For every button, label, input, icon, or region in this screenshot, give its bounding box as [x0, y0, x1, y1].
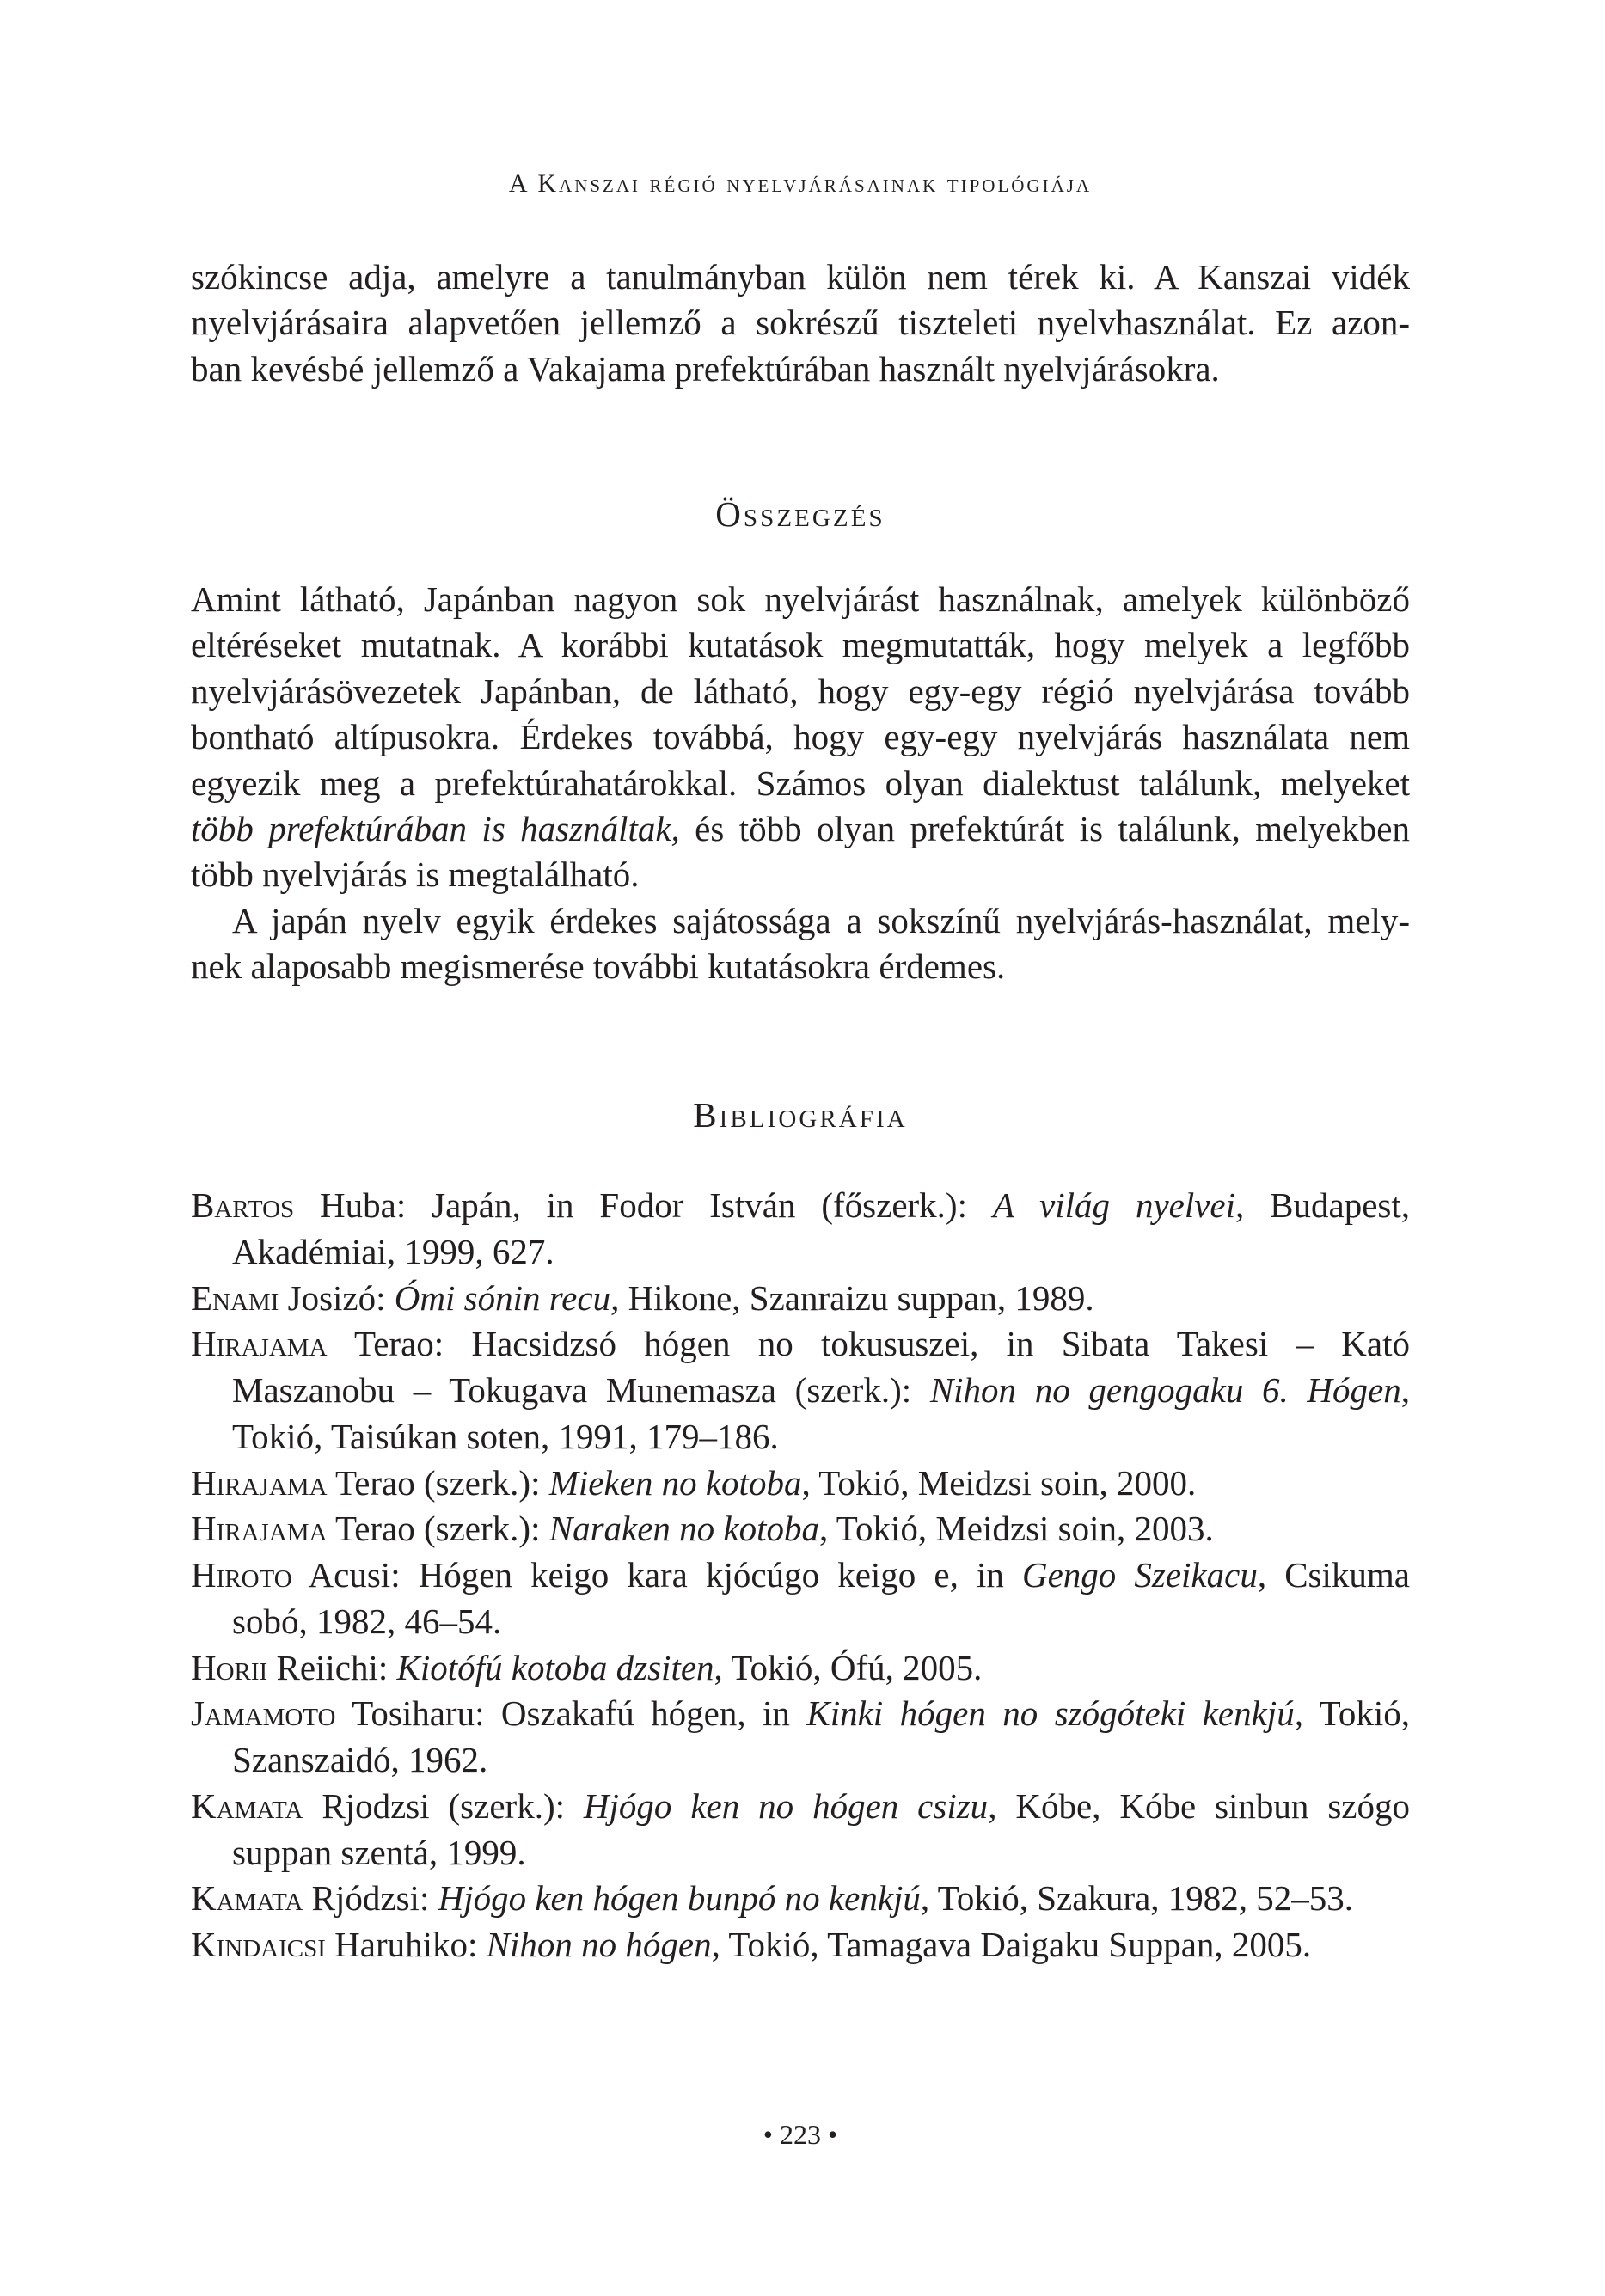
work-title: Nihon no gengogaku 6. Hógen — [929, 1370, 1401, 1410]
entry-line — [191, 1229, 1410, 1276]
entry-line — [191, 1830, 1410, 1877]
entry-line — [191, 1183, 1410, 1229]
author-surname: Horii — [191, 1647, 268, 1687]
text-run: suppan szentá, 1999. — [232, 1832, 526, 1872]
author-surname: Kamata — [191, 1878, 303, 1919]
text-run: Tokió, Taisúkan soten, 1991, 179–186. — [232, 1416, 779, 1456]
author-surname: Hiroto — [191, 1555, 292, 1595]
text-run: Hikone, Szanraizu suppan, 1989. — [619, 1277, 1094, 1318]
bibliography-entry — [191, 1506, 1410, 1552]
text-line — [191, 944, 1410, 989]
text-run: Maszanobu – Tokugava Munemasza (szerk.): — [232, 1370, 930, 1410]
entry-line — [191, 1460, 1410, 1507]
bibliography-entry — [191, 1183, 1410, 1276]
text-line — [191, 714, 1410, 760]
author-surname: Hirajama — [191, 1509, 328, 1549]
entry-line — [191, 1368, 1410, 1414]
author-surname: Jamamoto — [191, 1693, 336, 1734]
text-run: sobó, 1982, 46–54. — [232, 1601, 502, 1641]
author-surname: Hirajama — [191, 1462, 328, 1503]
author-surname: Enami — [191, 1277, 279, 1318]
entry-line — [191, 1737, 1410, 1784]
text-run: több nyelvjárás is megtalálható. — [191, 854, 640, 895]
text-run: A japán nyelv egyik érdekes sajátossága a sokszínű nyelvjárás-használat, mely- — [232, 900, 1410, 940]
text-line — [191, 577, 1410, 622]
text-run: , Tokió, Meidzsi soin, 2000. — [801, 1462, 1197, 1503]
text-line — [191, 852, 1410, 897]
text-run: nyelvjárásaira alapvetően jellemző a sokrészű tiszteleti nyelvhasználat. Ez azon- — [191, 303, 1410, 343]
bibliography-list — [191, 1183, 1410, 1968]
text-run: Rjódzsi: — [303, 1878, 438, 1919]
text-run: és több olyan prefektúrát is találunk, melyekben — [679, 809, 1410, 849]
entry-line — [191, 1321, 1410, 1368]
entry-line — [191, 1645, 1410, 1692]
summary-section — [191, 577, 1410, 990]
bibliography-entry — [191, 1645, 1410, 1692]
text-run: Szanszaidó, 1962. — [232, 1740, 488, 1779]
text-run: Akadémiai, 1999, 627. — [232, 1231, 554, 1271]
entry-line — [191, 1599, 1410, 1645]
entry-line — [191, 1276, 1410, 1322]
text-run: Haruhiko: — [325, 1925, 487, 1964]
entry-line — [191, 1506, 1410, 1552]
text-line — [191, 254, 1410, 300]
bibliography-entry — [191, 1460, 1410, 1507]
bibliography-entry — [191, 1691, 1410, 1784]
author-surname: Hirajama — [191, 1324, 328, 1364]
work-title: Hjógo ken hógen bunpó no kenkjú — [438, 1878, 921, 1919]
text-run: , — [1400, 1370, 1410, 1410]
text-line — [191, 346, 1410, 392]
text-line — [191, 669, 1410, 714]
work-title: Kinki hógen no szógóteki kenkjú, — [806, 1693, 1303, 1734]
text-run: Terao: Hacsidzsó hógen no tokususzei, in Sibata Takesi – Kató — [327, 1324, 1410, 1364]
running-head: A Kanszai régió nyelvjárásainak tipológiája — [508, 169, 1093, 198]
entry-line — [191, 1414, 1410, 1460]
text-run: , Tokió, Ófú, 2005. — [714, 1647, 983, 1687]
text-run: egyezik meg a prefektúrahatárokkal. Számos olyan dialektust találunk, melyeket — [191, 762, 1410, 803]
intro-paragraph — [191, 254, 1410, 392]
entry-line — [191, 1552, 1410, 1599]
text-run: , Kóbe, Kóbe sinbun szógo — [988, 1785, 1410, 1826]
page-number: • 223 • — [763, 2119, 838, 2150]
text-run: Terao (szerk.): — [327, 1462, 549, 1503]
work-title: A világ nyelvei — [992, 1185, 1236, 1225]
text-run: Terao (szerk.): — [327, 1509, 549, 1549]
entry-line — [191, 1876, 1410, 1922]
text-line — [191, 300, 1410, 346]
text-run: nek alaposabb megismerése további kutatásokra érdemes. — [191, 946, 1006, 987]
text-run: , Tokió, Meidzsi soin, 2003. — [819, 1509, 1214, 1549]
text-run: eltéréseket mutatnak. A korábbi kutatások megmutatták, hogy melyek a legfőbb — [191, 625, 1410, 665]
text-line — [191, 761, 1410, 806]
entry-line — [191, 1784, 1410, 1830]
text-run: , Csikuma — [1257, 1555, 1410, 1595]
text-run: Reiichi: — [267, 1647, 397, 1687]
bibliography-entry — [191, 1876, 1410, 1922]
text-run: , Tokió, Szakura, 1982, 52–53. — [920, 1878, 1354, 1919]
text-run: nyelvjárásövezetek Japánban, de látható, hogy egy-egy régió nyelvjárása tovább — [191, 670, 1410, 711]
text-run: , Tokió, Tamagava Daigaku Suppan, 2005. — [711, 1925, 1312, 1964]
author-surname: Kamata — [191, 1785, 303, 1826]
text-run: ban kevésbé jellemző a Vakajama prefektúrában használt nyelvjárásokra. — [191, 348, 1220, 389]
bibliography-entry — [191, 1784, 1410, 1877]
author-surname: Kindaicsi — [191, 1925, 326, 1964]
summary-paragraph — [191, 898, 1410, 990]
text-line — [191, 806, 1410, 852]
work-title: Ómi sónin recu, — [394, 1277, 620, 1318]
text-run: szókincse adja, amelyre a tanulmányban külön nem térek ki. A Kanszai vidék — [191, 257, 1410, 297]
text-run: Tosiharu: Oszakafú hógen, in — [335, 1693, 807, 1734]
section-heading-summary: Összegzés — [715, 494, 885, 534]
text-line — [191, 622, 1410, 668]
text-run: Tokió, — [1302, 1693, 1410, 1734]
bibliography-entry — [191, 1552, 1410, 1645]
text-run: Huba: Japán, in Fodor István (főszerk.): — [294, 1185, 993, 1225]
bibliography-entry — [191, 1276, 1410, 1322]
work-title: Gengo Szeikacu — [1021, 1555, 1258, 1595]
text-run: bontható altípusokra. Érdekes továbbá, hogy egy-egy nyelvjárás használata nem — [191, 717, 1410, 757]
entry-line — [191, 1922, 1410, 1968]
work-title: Hjógo ken no hógen csizu — [583, 1785, 989, 1826]
text-line — [191, 898, 1410, 944]
work-title: Mieken no kotoba — [548, 1462, 802, 1503]
text-run: Rjodzsi (szerk.): — [303, 1785, 584, 1826]
author-surname: Bartos — [191, 1185, 295, 1225]
text-run: , Budapest, — [1235, 1185, 1411, 1225]
bibliography-entry — [191, 1321, 1410, 1460]
entry-line — [191, 1691, 1410, 1737]
work-title: Nihon no hógen — [486, 1925, 712, 1964]
text-run: Josizó: — [279, 1277, 395, 1318]
text-run: Acusi: Hógen keigo kara kjócúgo keigo e, in — [291, 1555, 1022, 1595]
emphasized-text: több prefektúrában is használtak, — [191, 809, 680, 849]
summary-paragraph — [191, 577, 1410, 898]
work-title: Kiotófú kotoba dzsiten — [396, 1647, 714, 1687]
bibliography-entry — [191, 1922, 1410, 1968]
text-run: Amint látható, Japánban nagyon sok nyelvjárást használnak, amelyek különböző — [191, 579, 1410, 619]
work-title: Naraken no kotoba — [548, 1509, 820, 1549]
section-heading-bibliography: Bibliográfia — [693, 1095, 908, 1135]
